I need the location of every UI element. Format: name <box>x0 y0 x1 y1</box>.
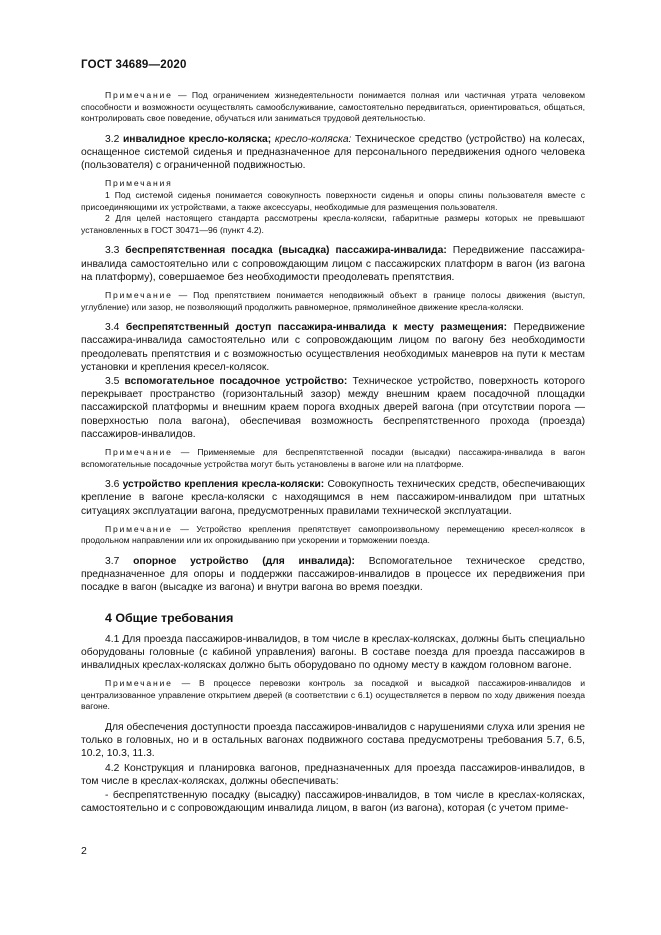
note-seat-system: 1 Под системой сиденья понимается совокупность поверхности сиденья и опоры спины пользователя вместе с присоединяющими их устройствами, а также аксессуары, необходимые для размещения пользователя. <box>81 189 585 212</box>
paragraph-accessibility: Для обеспечения доступности проезда пассажиров-инвалидов с нарушениями слуха или зрения не только в головных, но и в остальных вагонах подвижного состава предусмотрены требования 5.7, 6.5, 10.2, 10.3, 11.3. <box>81 721 585 760</box>
section-title: 4 Общие требования <box>105 610 234 625</box>
paragraph-4-1: 4.1 Для проезда пассажиров-инвалидов, в том числе в креслах-колясках, должны быть специально оборудованы головные (с кабиной управления) вагоны. В составе поезда для проезда пассажиров в инвалидных креслах-колясках должно быть оборудовано по одному месту в каждом головном вагоне. <box>81 633 585 671</box>
note-label: Примечание <box>105 90 173 100</box>
note-boarding-device: Примечание — Применяемые для беспрепятственной посадки (высадки) пассажира-инвалида в вагон вспомогательные посадочные устройства могут быть установлены в вагоне или на платформе. <box>81 446 586 469</box>
page-content <box>81 90 585 816</box>
note-fastening: Примечание — Устройство крепления препятствует самопроизвольному перемещению кресел-колясок в продольном направлении или их опрокидыванию при ускорении и торможении поезда. <box>81 523 586 546</box>
term-3-6: 3.6 устройство крепления кресла-коляски: Совокупность технических средств, обеспечивающих крепление в вагоне кресла-коляски с находящимся в нем пассажиром-инвалидом при штатных ситуациях эксплуатации вагона, предусмотренных правилами технической эксплуатации. <box>81 479 585 517</box>
paragraph-4-2: 4.2 Конструкция и планировка вагонов, предназначенных для проезда пассажиров-инвалидов, в том числе в креслах-колясках, должны обеспечивать: <box>81 762 585 787</box>
note-dimensions: 2 Для целей настоящего стандарта рассмотрены кресла-коляски, габаритные размеры которых не превышают установленных в ГОСТ 30471—96 (пункт 4.2). <box>81 213 585 235</box>
note-control: Примечание — В процессе перевозки контроль за посадкой и высадкой пассажиров-инвалидов и централизованное управление открытием дверей (в соответствии с 6.1) осуществляется в первом по ходу движения поезда вагоне. <box>81 678 585 712</box>
notes-label: Примечания <box>105 178 173 189</box>
document-header: ГОСТ 34689—2020 <box>81 59 187 71</box>
list-item: - беспрепятственную посадку (высадку) пассажиров-инвалидов, в том числе в креслах-колясках, самостоятельно и с сопровождающим инвалида лицом, в вагон (из вагона), которая (с учетом приме- <box>81 789 585 815</box>
note-obstacle: Примечание — Под препятствием понимается неподвижный объект в границе полосы движения (выступ, углубление) или зазор, не позволяющий продолжить равномерное, прямолинейное движение кресла-коляски. <box>81 289 585 312</box>
page-number: 2 <box>81 845 87 857</box>
term-3-5: 3.5 вспомогательное посадочное устройство: Техническое устройство, поверхность которого перекрывает пространство (горизонтальный зазор) между внешним краем посадочной площадки пассажирской платформы и внешним краем порога входных дверей вагона (при отсутствии порога — поверхностью пола вагона), обеспечивая возможность беспрепятственного прохода (проезда) пассажиров-инвалидов. <box>81 375 585 440</box>
note-limitation: Примечание — Под ограничением жизнедеятельности понимается полная или частичная утрата человеком способности и возможности осуществлять самообслуживание, самостоятельно передвигаться, ориентироваться, общаться, контролировать свое поведение, обучаться или заниматься трудовой деятельностью. <box>81 90 586 124</box>
term-3-2: 3.2 инвалидное кресло-коляска; кресло-коляска: Техническое средство (устройство) на колесах, оснащенное системой сиденья и предназначенное для персонального передвижения одного человека (пользователя) с ограниченной подвижностью. <box>81 133 585 172</box>
term-3-3: 3.3 беспрепятственная посадка (высадка) пассажира-инвалида: Передвижение пассажира-инвалида самостоятельно или с сопровождающим лицом с пассажирских платформ в вагон (из вагона на платформу), совершаемое без необходимости преодолевать препятствия. <box>81 245 585 283</box>
term-3-4: 3.4 беспрепятственный доступ пассажира-инвалида к месту размещения: Передвижение пассажира-инвалида самостоятельно или с сопровождающим лицом по вагону без необходимости преодолевать препятствия и с возможностью осуществления необходимых маневров на пути к местам установки и крепления кресел-колясок. <box>81 322 585 373</box>
notes-wheelchair <box>81 178 585 236</box>
term-3-7: 3.7 опорное устройство (для инвалида): Вспомогательное техническое средство, предназначенное для опоры и поддержки пассажиров-инвалидов в процессе их передвижения при посадке в вагон (высадке из вагона) и внутри вагона во время поездки. <box>81 555 585 594</box>
